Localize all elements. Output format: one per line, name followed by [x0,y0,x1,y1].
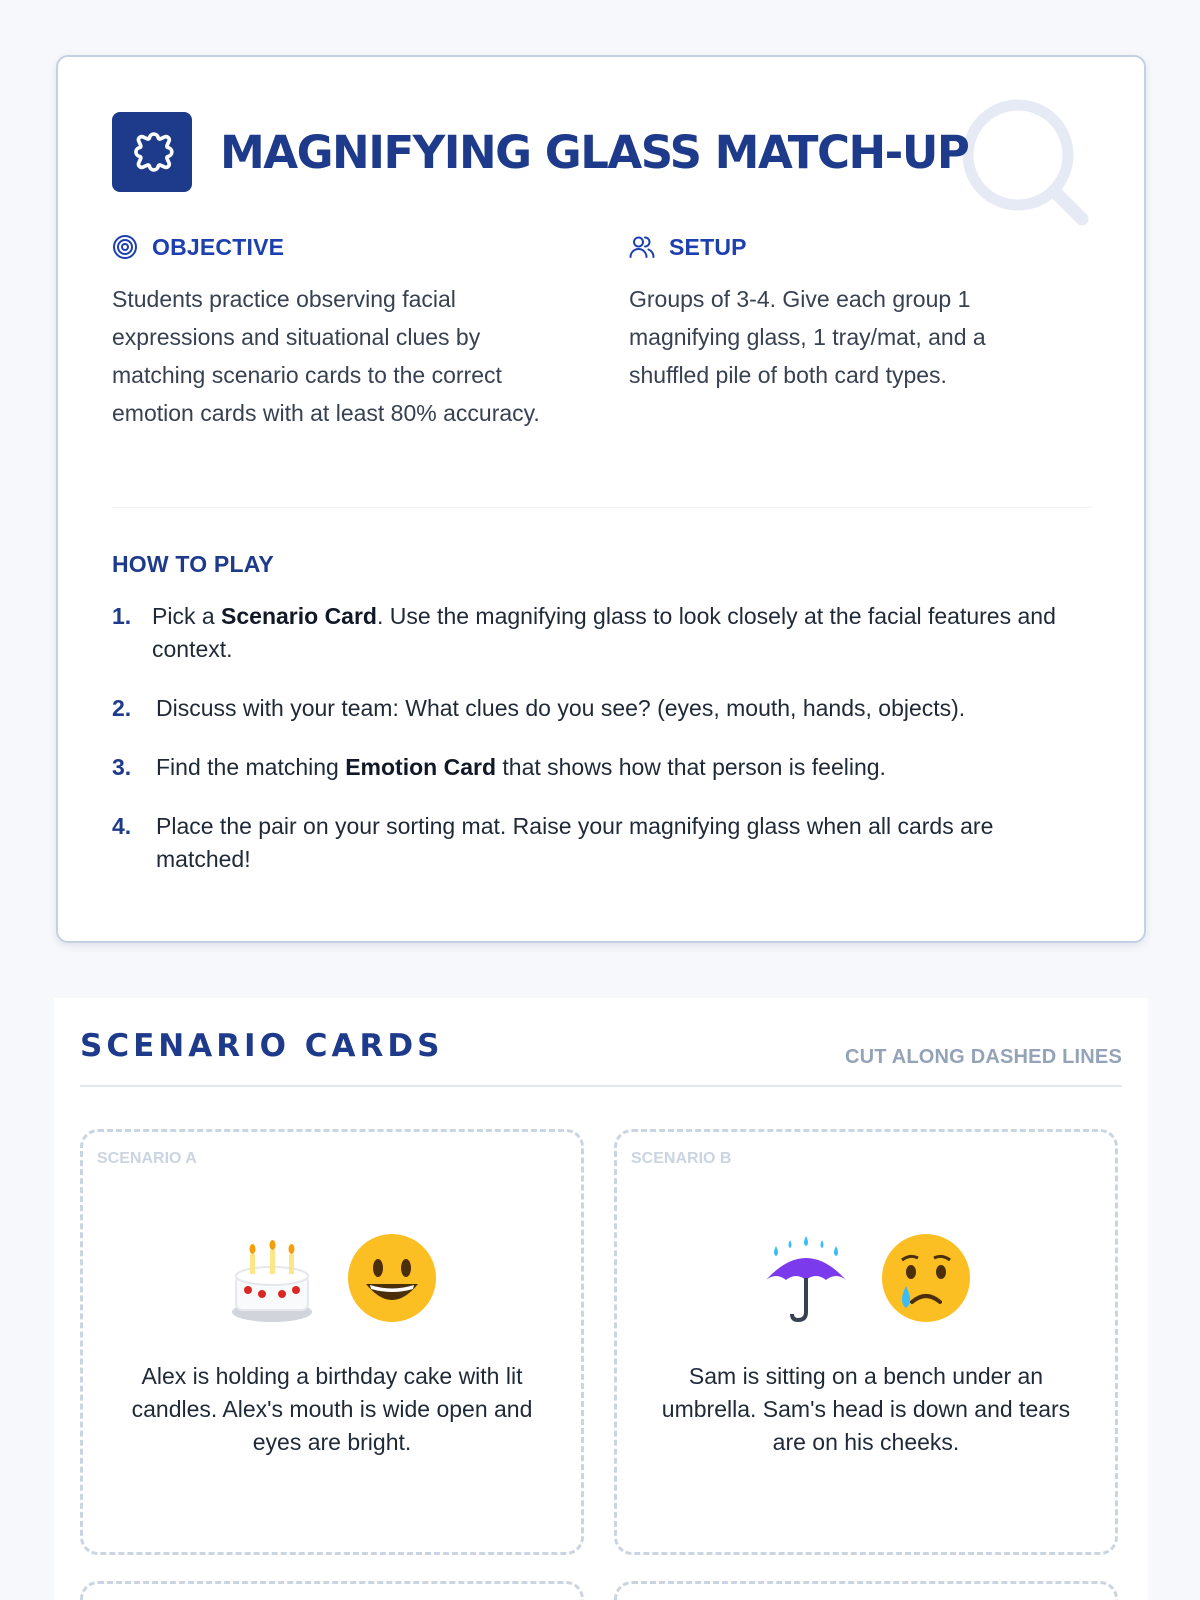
step-item [112,751,1092,784]
scenario-label: SCENARIO B [631,1150,732,1167]
puzzle-icon [112,112,192,192]
scenario-card-d [614,1581,1118,1600]
scenario-text: Sam is sitting on a bench under an umbrella. Sam's head is down and tears are on his cheeks. [661,1363,1071,1455]
page-title: MAGNIFYING GLASS MATCH-UP [220,125,969,179]
users-icon [629,234,655,260]
target-icon [112,234,138,260]
divider [112,507,1092,508]
step-item [112,692,1092,725]
grinning-face-icon [346,1232,438,1324]
steps-list [112,600,1092,902]
section-divider [80,1085,1122,1087]
scenario-text: Alex is holding a birthday cake with lit candles. Alex's mouth is wide open and eyes are bright. [131,1363,533,1455]
step-item [112,600,1092,666]
scenario-illustration [617,1232,1115,1324]
magnifier-watermark-icon [960,97,1090,227]
step-item [112,810,1092,876]
umbrella-rain-icon [760,1232,852,1324]
step-number: 4. [112,813,132,839]
scenario-card-b [614,1129,1118,1555]
cut-instruction: CUT ALONG DASHED LINES [845,1046,1122,1068]
scenario-label: SCENARIO A [97,1150,197,1167]
step-number: 2. [112,695,132,721]
crying-face-icon [880,1232,972,1324]
scenario-card-a [80,1129,584,1555]
scenario-card-c [80,1581,584,1600]
step-text: Find the matching Emotion Card that shows how that person is feeling. [156,754,886,780]
step-number: 3. [112,754,132,780]
step-text: Pick a Scenario Card. Use the magnifying glass to look closely at the facial features and context. [152,603,1056,662]
step-text: Place the pair on your sorting mat. Raise your magnifying glass when all cards are matched! [156,813,994,872]
objective-section [112,232,562,432]
scenario-illustration [83,1232,581,1324]
step-number: 1. [112,603,132,629]
header [112,112,968,192]
objective-heading: OBJECTIVE [152,233,285,260]
birthday-cake-icon [226,1232,318,1324]
section-title: SCENARIO CARDS [80,1028,444,1064]
setup-text: Groups of 3-4. Give each group 1 magnifying glass, 1 tray/mat, and a shuffled pile of both card types. [629,286,986,388]
activity-card [56,55,1146,943]
objective-text: Students practice observing facial expressions and situational clues by matching scenario cards to the correct emotion cards with at least 80% accuracy. [112,286,540,426]
setup-section [629,232,1059,394]
step-text: Discuss with your team: What clues do you see? (eyes, mouth, hands, objects). [156,695,966,721]
setup-heading: SETUP [669,233,747,260]
how-to-play-heading: HOW TO PLAY [112,551,274,577]
scenario-cards-section [54,998,1148,1600]
